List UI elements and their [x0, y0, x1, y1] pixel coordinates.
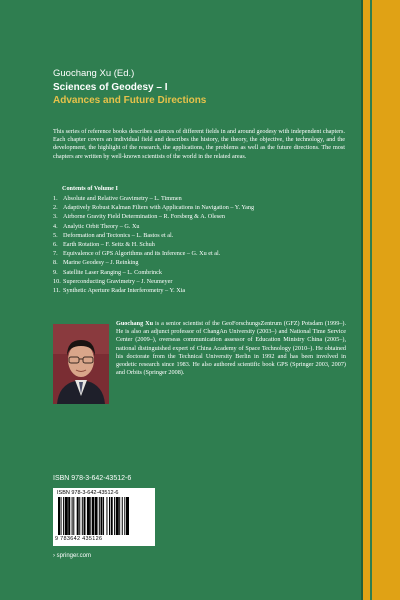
- book-title: Sciences of Geodesy – I: [53, 82, 168, 93]
- list-item: [53, 258, 353, 267]
- editor-name: Guochang Xu (Ed.): [53, 68, 135, 79]
- barcode-bar: [84, 497, 86, 535]
- barcode-bar: [77, 497, 79, 535]
- item-text: Airborne Gravity Field Determination – R. Forsberg & A. Olesen: [63, 213, 225, 221]
- barcode-bar: [92, 497, 94, 535]
- barcode-bar: [72, 497, 73, 535]
- portrait-illustration: [53, 324, 109, 404]
- item-number: 4.: [53, 222, 58, 230]
- item-number: 9.: [53, 268, 58, 276]
- contents-heading: Contents of Volume I: [62, 185, 118, 192]
- author-bio-text: is a senior scientist of the GeoForschungsZentrum (GFZ) Potsdam (1999–). He is also an adjunct professor of ChangAn University (2003–) and National Time Service Center (2009–), overseas communication assessor of Education Ministry China (2005–), national distinguished expert of China Academy of Space Technology (2010–). He obtained his doctorate from the Technical University Berlin in 1992 and has been involved in geodetic research since 1983. He also authored scientific book GPS (Springer 2003, 2007) and Orbits (Springer 2008).: [116, 320, 346, 377]
- author-name: Guochang Xu: [116, 320, 154, 327]
- list-item: [53, 231, 353, 240]
- list-item: [53, 277, 353, 286]
- item-text: Deformation and Tectonics – L. Bastos et al.: [63, 231, 174, 239]
- barcode-bar: [106, 497, 107, 535]
- barcode-bar: [65, 497, 68, 535]
- barcode-bar: [101, 497, 103, 535]
- item-text: Analytic Orbit Theory – G. Xu: [63, 222, 140, 230]
- barcode-bar: [73, 497, 74, 535]
- item-number: 6.: [53, 241, 58, 249]
- item-number: 7.: [53, 250, 58, 258]
- barcode-bar: [61, 497, 62, 535]
- series-description: This series of reference books describes sciences of different fields in and around geodesy with independent chapters. Each chapter covers an individual field and describes the history, the theory, the objective, the technology, and the development, the highlight of the research, the applications, the problems as well as the future directions. The most chapters are written by well-known scientists of the world in the related areas.: [53, 128, 345, 160]
- barcode-bar: [82, 497, 83, 535]
- barcode-isbn: ISBN 978-3-642-43512-6: [57, 490, 119, 496]
- list-item: [53, 212, 353, 221]
- barcode-bar: [116, 497, 119, 535]
- barcode-bar: [103, 497, 104, 535]
- item-number: 2.: [53, 204, 58, 212]
- barcode-bar: [114, 497, 115, 535]
- item-text: Marine Geodesy – J. Reinking: [63, 259, 139, 267]
- barcode-bar: [99, 497, 100, 535]
- barcode-bar: [126, 497, 129, 535]
- list-item: [53, 222, 353, 231]
- barcode-bar: [111, 497, 113, 535]
- list-item: [53, 240, 353, 249]
- barcode-bar: [63, 497, 64, 535]
- isbn-label: ISBN 978-3-642-43512-6: [53, 475, 132, 482]
- barcode-bar: [90, 497, 91, 535]
- barcode-bar: [68, 497, 70, 535]
- item-text: Absolute and Relative Gravimetry – L. Timmen: [63, 195, 182, 202]
- item-number: 8.: [53, 259, 58, 267]
- list-item: [53, 203, 353, 212]
- item-text: Synthetic Aperture Radar Interferometry – Y. Xia: [63, 287, 186, 295]
- item-number: 11.: [53, 287, 61, 295]
- barcode-bar: [79, 497, 80, 535]
- barcode-bar: [87, 497, 90, 535]
- author-photo: [53, 324, 109, 404]
- item-text: Superconducting Gravimetry – J. Neumeyer: [63, 277, 173, 285]
- item-number: 1.: [53, 195, 58, 202]
- spine-divider: [370, 0, 372, 600]
- barcode: [53, 488, 155, 546]
- item-number: 5.: [53, 231, 58, 239]
- list-item: [53, 268, 353, 277]
- publisher-url: › springer.com: [53, 553, 92, 559]
- item-number: 3.: [53, 213, 58, 221]
- item-text: Equivalence of GPS Algorithms and its Inference – G. Xu et al.: [63, 250, 221, 258]
- barcode-bar: [58, 497, 60, 535]
- barcode-bar: [119, 497, 120, 535]
- barcode-bar: [95, 497, 98, 535]
- list-item: [53, 194, 353, 203]
- author-bio: [116, 320, 346, 377]
- barcode-bar: [124, 497, 125, 535]
- contents-list: [53, 194, 353, 295]
- barcode-digits: 9 783642 435126: [55, 536, 103, 542]
- book-subtitle: Advances and Future Directions: [53, 95, 207, 106]
- barcode-bars: [58, 497, 150, 535]
- list-item: [53, 286, 353, 295]
- list-item: [53, 249, 353, 258]
- barcode-bar: [122, 497, 123, 535]
- item-text: Satellite Laser Ranging – L. Combrinck: [63, 268, 162, 276]
- item-number: 10.: [53, 277, 61, 285]
- item-text: Adaptively Robust Kalman Filters with Applications in Navigation – Y. Yang: [63, 204, 255, 212]
- spine-stripe: [363, 0, 400, 600]
- barcode-bar: [109, 497, 110, 535]
- item-text: Earth Rotation – F. Seitz & H. Schuh: [63, 241, 155, 249]
